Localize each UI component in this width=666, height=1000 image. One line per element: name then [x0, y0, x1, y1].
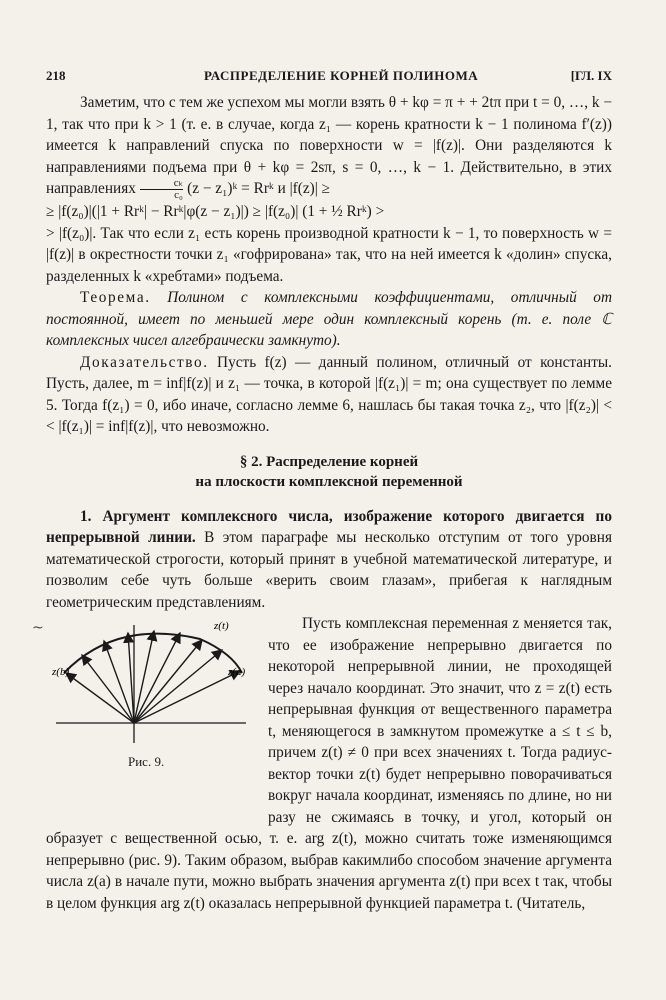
label-za: z(a): [228, 666, 246, 678]
figure-9-diagram: [46, 617, 260, 807]
paragraph-argument: Пусть комплексная переменная z меняется так, что ее изображение непрерывно двигается по некоторой непрерывной линии, не проходящей через начало координат. Это значит, что z = z(t) есть непрерывная функция от вещественного параметра t, меняющегося в замкнутом промежутке a ≤ t ≤ b, причем z(t) ≠ 0 при всех значениях t. Тогда радиус-вектор точки z(t) будет непрерывно поворачиваться вокруг начала координат, изменяясь по длине, но ни разу не сжимаясь в точку, и угол, который он образует с вещественной осью, т. е. arg z(t), можно считать тоже изменяющимся непрерывно (рис. 9). Таким образом, выбрав какимлибо способом значение аргумента числа z(a) в начале пути, можно выбрать значения аргумента z(t) при всех t так, чтобы в целом функция arg z(t) оказалась непрерывной функцией параметра t. (Читатель,: [46, 615, 612, 912]
radius-vector: [134, 640, 202, 723]
theorem-label: Теорема.: [80, 289, 151, 306]
proof-label: Доказательство.: [80, 353, 209, 371]
paragraph-remark: [46, 92, 612, 201]
margin-mark: ~: [32, 620, 44, 636]
radius-vector: [66, 673, 134, 723]
formula-inequality: ≥ |f(z₀)|(|1 + Rrᵏ| − Rrᵏ|φ(z − z₁)|) ≥ |f(z₀)| (1 + ½ Rrᵏ) >: [46, 203, 385, 220]
theorem: [46, 287, 612, 352]
theorem-text: Полином с комплексными коэффициентами, отличный от постоянной, имеет по меньшей мере один комплексный корень (т. е. поле ℂ комплексных чисел алгебраически замкнуто).: [46, 289, 613, 349]
subsection-1: [46, 506, 612, 614]
radius-vector: [134, 633, 180, 723]
running-title: РАСПРЕДЕЛЕНИЕ КОРНЕЙ ПОЛИНОМА: [204, 68, 479, 83]
proof-text: Пусть f(z) — данный полином, отличный от константы. Пусть, далее, m = inf|f(z)| и z₁ — точка, в которой |f(z₁)| = m; она существует по лемме 5. Тогда f(z₁) = 0, ибо иначе, согласно лемме 6, нашлась бы такая точка z₂, что |f(z₂)| < < |f(z₁)| = inf|f(z)|, что невозможно.: [46, 353, 612, 435]
fraction-denominator: c₀: [140, 189, 184, 201]
coefficient-fraction: [140, 178, 184, 201]
paragraph-remark-end: > |f(z₀)|. Так что если z₁ есть корень производной кратности k − 1, то поверхность w = |f(z)| в окрестности точки z₁ «гофрирована» так, что на ней имеется k «долин» спуска, разделенных k «хребтами» подъема.: [46, 224, 612, 285]
page-number: 218: [46, 68, 66, 83]
figure-9: [46, 617, 260, 807]
section-title: [46, 452, 612, 492]
radius-vector: [82, 655, 134, 723]
radius-vectors: [66, 631, 240, 723]
formula-direction: (z − z₁)ᵏ = Rrᵏ и |f(z)| ≥: [187, 180, 330, 198]
paragraph-remark-text: Заметим, что с тем же успехом мы могли взять θ + kφ = π + + 2tπ при t = 0, …, k − 1, так что при k > 1 (т. е. в случае, когда z₁ — корень кратности k − 1 полинома f′(z)) имеется k направлений спуска по поверхности w = |f(z)|. Они разделяются k направлениями подъема при θ + kφ = 2sπ, s = 0, …, k − 1. Действительно, в этих направлениях: [46, 94, 612, 198]
fraction-numerator: cₖ: [173, 177, 184, 189]
page-body: [46, 92, 612, 914]
proof: [46, 352, 612, 438]
figure-caption: Рис. 9.: [128, 754, 165, 769]
chapter-label: [ГЛ. IX: [570, 68, 612, 83]
subsection-1-heading: 1. Аргумент комплексного числа, изображение которого двигается по непрерывной линии.: [46, 507, 612, 546]
label-zt: z(t): [214, 620, 229, 632]
subsection-1-text: В этом параграфе мы несколько отступим от того уровня математической строгости, который принят в учебной математической литературе, и позволим себе чуть больше «верить своим глазам», прибегая к наглядным геометрическим представлениям.: [46, 529, 612, 611]
section-title-line2: на плоскости комплексной переменной: [195, 473, 463, 490]
page-header: [46, 68, 612, 88]
section-title-line1: § 2. Распределение корней: [239, 453, 419, 470]
label-zb: z(b): [52, 666, 70, 678]
